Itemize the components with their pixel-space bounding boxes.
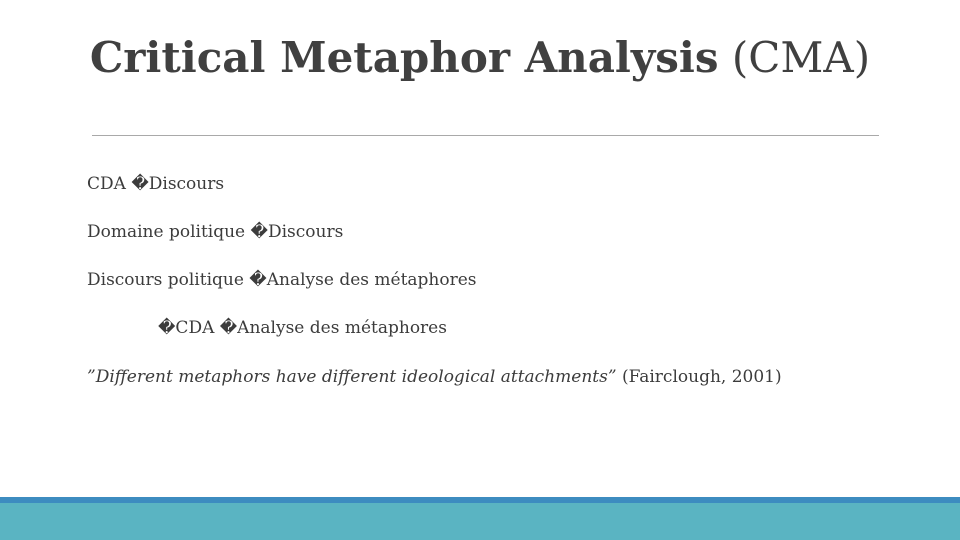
slide-title xyxy=(0,33,960,82)
bullet-line-3: Discours politique �Analyse des métaphores xyxy=(87,270,477,290)
quote-citation: (Fairclough, 2001) xyxy=(616,367,782,387)
bullet-line-2: Domaine politique �Discours xyxy=(87,222,344,242)
quote-line xyxy=(87,367,782,387)
title-divider xyxy=(92,135,879,136)
quote-text: ”Different metaphors have different ideological attachments” xyxy=(87,367,617,387)
bullet-line-4: �CDA �Analyse des métaphores xyxy=(158,318,447,338)
bullet-line-1: CDA �Discours xyxy=(87,174,225,194)
slide-title-bold: Critical Metaphor Analysis xyxy=(89,33,719,82)
footer-band xyxy=(0,503,960,540)
slide-title-suffix: (CMA) xyxy=(731,33,871,82)
